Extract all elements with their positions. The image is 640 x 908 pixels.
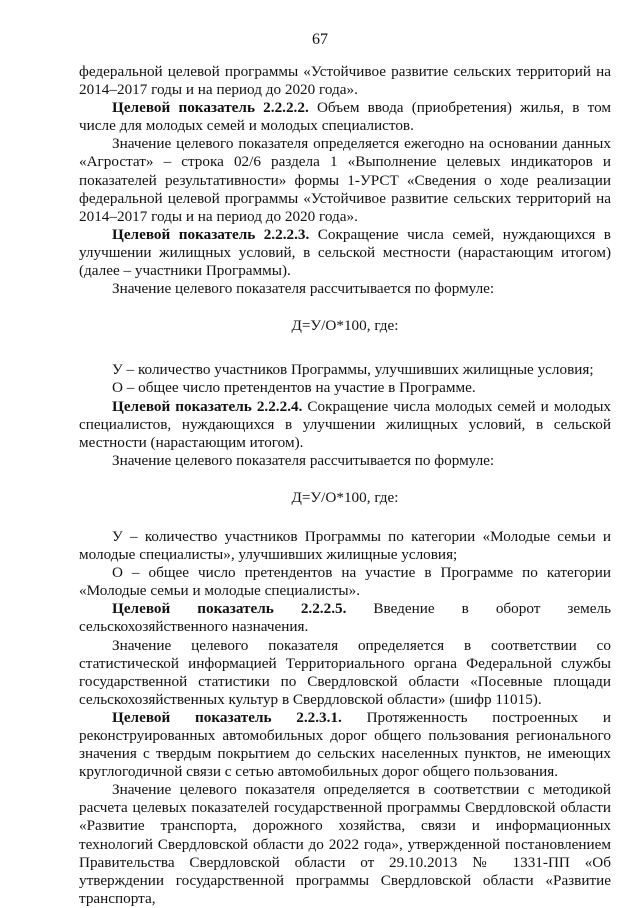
paragraph-text: Значение целевого показателя определяется в соответствии со статистической информацией Территориального органа Федеральной службы государственной статистики по Свердловской области «Посевные площади сельскохозяйственных культур в Свердловской области» (шифр 11015). (79, 636, 611, 708)
indicator-2-2-2-2 (79, 99, 611, 135)
formula-variable-u (79, 361, 611, 379)
paragraph-text: О – общее число претендентов на участие в Программе по категории «Молодые семьи и молодые специалисты». (79, 564, 611, 600)
indicator-text: Введение в оборот земель сельскохозяйственного назначения. (79, 600, 611, 636)
indicator-label: Целевой показатель 2.2.3.1. (112, 708, 342, 726)
indicator-label: Целевой показатель 2.2.2.2. (112, 99, 309, 117)
indicator-2-2-2-3 (79, 226, 611, 280)
page-number: 67 (312, 31, 328, 48)
indicator-2-2-2-5 (79, 600, 611, 636)
paragraph-text: У – количество участников Программы, улучшивших жилищные условия; (112, 361, 594, 379)
formula-text: Д=У/О*100, где: (291, 317, 399, 335)
formula (79, 489, 611, 507)
paragraph-text: Значение целевого показателя определяется ежегодно на основании данных «Агростат» – строка 02/6 раздела 1 «Выполнение целевых индикаторов и показателей результативности» формы 1-УРСТ «Сведения о ходе реализации федеральной целевой программы «Устойчивое развитие сельских территорий на 2014–2017 годы и на период до 2020 года». (79, 135, 611, 225)
paragraph-method (79, 637, 611, 709)
paragraph-text: У – количество участников Программы по категории «Молодые семьи и молодые специалисты», улучшивших жилищные условия; (79, 527, 611, 564)
formula-variable-o (79, 379, 611, 397)
formula-variable-u (79, 528, 611, 564)
indicator-text: Сокращение числа семей, нуждающихся в улучшении жилищных условий, в сельской местности (нарастающим итогом) (далее – участники Программы). (79, 225, 611, 280)
indicator-text: Сокращение числа молодых семей и молодых специалистов, нуждающихся в улучшении жилищных условий, в сельской местности (нарастающим итогом). (79, 397, 612, 451)
indicator-label: Целевой показатель 2.2.2.3. (112, 225, 310, 243)
paragraph-text: Значение целевого показателя рассчитывается по формуле: (112, 280, 495, 298)
indicator-label: Целевой показатель 2.2.2.5. (112, 600, 347, 618)
document-body (79, 63, 611, 908)
paragraph-formula-intro (79, 280, 611, 298)
formula-text: Д=У/О*100, где: (291, 488, 399, 506)
indicator-label: Целевой показатель 2.2.2.4. (112, 397, 303, 415)
paragraph-formula-intro (79, 452, 611, 470)
formula (79, 317, 611, 335)
indicator-2-2-2-4 (79, 398, 611, 452)
indicator-2-2-3-1 (79, 709, 611, 781)
paragraph-continuation (79, 63, 611, 99)
paragraph-method (79, 135, 611, 225)
formula-variable-o (79, 564, 611, 600)
paragraph-method (79, 781, 611, 908)
indicator-text: Объем ввода (приобретения) жилья, в том числе для молодых семей и молодых специалистов. (79, 99, 611, 135)
paragraph-text: Значение целевого показателя рассчитывается по формуле: (112, 451, 495, 469)
paragraph-text: федеральной целевой программы «Устойчивое развитие сельских территорий на 2014–2017 годы и на период до 2020 года». (79, 63, 611, 99)
paragraph-text: Значение целевого показателя определяется в соответствии с методикой расчета целевых показателей государственной программы Свердловской области «Развитие транспорта, дорожного хозяйства, связи и информационных технологий Свердловской области до 2022 года», утвержденной постановлением Правительства Свердловской области от 29.10.2013 № 1331-ПП «Об утверждении государственной программы Свердловской области «Развитие транспорта, (79, 781, 611, 907)
paragraph-text: О – общее число претендентов на участие в Программе. (112, 379, 476, 397)
indicator-text: Протяженность построенных и реконструированных автомобильных дорог общего пользования регионального значения с твердым покрытием до сельских населенных пунктов, не имеющих круглогодичной связи с сетью автомобильных дорог общего пользования. (79, 708, 611, 781)
